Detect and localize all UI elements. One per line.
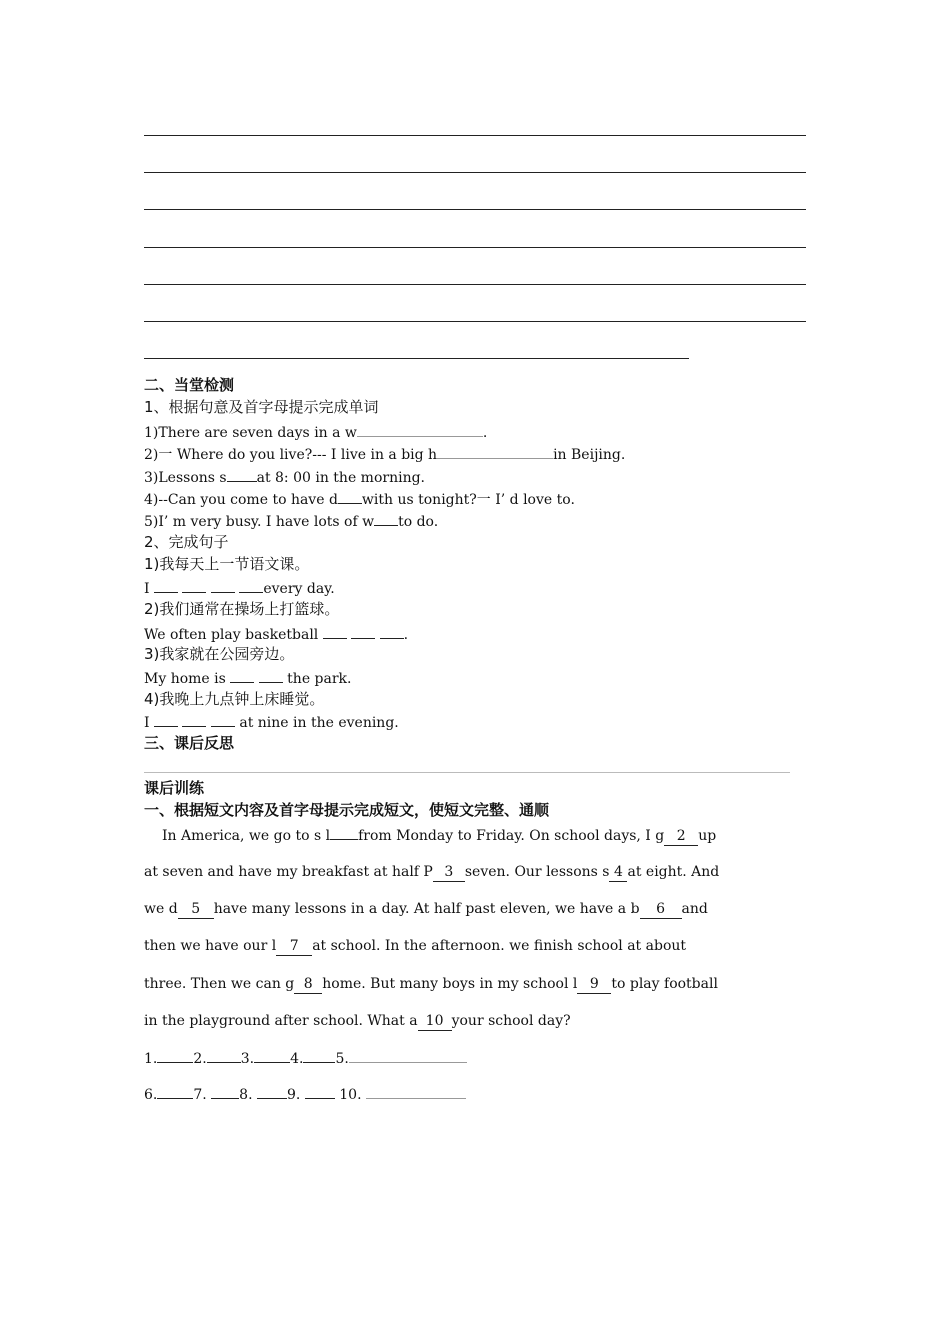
exercise-item: 1)There are seven days in a w .	[144, 422, 487, 442]
blank-number: 3	[433, 863, 465, 882]
answer-blank[interactable]	[259, 668, 283, 683]
answer-blank[interactable]	[338, 489, 362, 504]
answer-blank[interactable]	[257, 1084, 287, 1099]
section-heading: 二、当堂检测	[144, 376, 235, 394]
chinese-sentence: 1)我每天上一节语文课。	[144, 555, 310, 573]
answer-blank[interactable]	[323, 624, 347, 639]
answer-blank[interactable]	[227, 467, 257, 482]
exercise-item: 4)--Can you come to have d with us tonight?一 I’ d love to.	[144, 489, 575, 509]
answer-row: 1. 2. 3. 4. 5.	[144, 1048, 467, 1068]
answer-blank[interactable]	[351, 624, 375, 639]
exercise-item: I at nine in the evening.	[144, 712, 399, 732]
answer-blank[interactable]	[182, 712, 206, 727]
answer-blank[interactable]	[154, 712, 178, 727]
passage-line: at seven and have my breakfast at half P 3 seven. Our lessons s 4 at eight. And	[144, 864, 720, 880]
exercise-item: I every day.	[144, 578, 335, 598]
answer-blank[interactable]	[305, 1084, 335, 1099]
answer-blank[interactable]	[154, 578, 178, 593]
writing-line	[144, 135, 806, 136]
blank-number: 6	[640, 900, 682, 919]
answer-blank[interactable]	[211, 1084, 239, 1099]
answer-blank[interactable]	[374, 511, 398, 526]
answer-row: 6. 7. 8. 9. 10.	[144, 1084, 466, 1104]
blank-number: 9	[577, 975, 611, 994]
section-heading: 三、课后反思	[144, 734, 235, 752]
answer-blank[interactable]	[157, 1084, 193, 1099]
chinese-sentence: 4)我晚上九点钟上床睡觉。	[144, 690, 325, 708]
writing-line	[144, 247, 806, 248]
blank-number: 7	[276, 937, 312, 956]
answer-blank[interactable]	[182, 578, 206, 593]
exercise-title: 1、根据句意及首字母提示完成单词	[144, 398, 379, 416]
writing-line	[144, 284, 806, 285]
answer-blank[interactable]	[211, 578, 235, 593]
exercise-title: 2、完成句子	[144, 533, 229, 551]
writing-line	[144, 209, 806, 210]
blank-number: 8	[294, 975, 322, 994]
exercise-item: We often play basketball .	[144, 624, 408, 644]
answer-blank[interactable]	[303, 1048, 335, 1063]
passage-line: three. Then we can g 8 home. But many boys in my school l 9 to play football	[144, 976, 718, 992]
exercise-item: 2)一 Where do you live?--- I live in a big h in Beijing.	[144, 444, 625, 464]
writing-line	[144, 321, 806, 322]
blank-number: 10	[418, 1012, 452, 1031]
passage-line: in the playground after school. What a 10 your school day?	[144, 1013, 571, 1029]
blank-number: 2	[664, 827, 698, 846]
writing-line	[144, 172, 806, 173]
exercise-item: 5)I’ m very busy. I have lots of w to do.	[144, 511, 438, 531]
answer-blank[interactable]	[349, 1048, 467, 1063]
blank-number: 5	[178, 900, 214, 919]
answer-blank[interactable]	[366, 1084, 466, 1099]
chinese-sentence: 3)我家就在公园旁边。	[144, 645, 295, 663]
exercise-item: 3)Lessons s at 8: 00 in the morning.	[144, 467, 425, 487]
exercise-title: 一、根据短文内容及首字母提示完成短文，使短文完整、通顺	[144, 801, 550, 819]
writing-line	[144, 358, 689, 359]
answer-blank[interactable]	[380, 624, 404, 639]
passage-line: then we have our l 7 at school. In the afternoon. we finish school at about	[144, 938, 687, 954]
answer-blank[interactable]	[330, 825, 358, 840]
exercise-item: My home is the park.	[144, 668, 351, 688]
passage-line: we d 5 have many lessons in a day. At half past eleven, we have a b 6 and	[144, 901, 708, 917]
answer-blank[interactable]	[157, 1048, 193, 1063]
answer-blank[interactable]	[207, 1048, 241, 1063]
answer-blank[interactable]	[211, 712, 235, 727]
reflection-line[interactable]	[144, 772, 790, 773]
blank-number: 4	[609, 863, 627, 882]
answer-blank[interactable]	[239, 578, 263, 593]
answer-blank[interactable]	[254, 1048, 290, 1063]
answer-blank[interactable]	[357, 422, 483, 437]
chinese-sentence: 2)我们通常在操场上打篮球。	[144, 600, 340, 618]
section-heading: 课后训练	[144, 779, 205, 797]
answer-blank[interactable]	[437, 444, 553, 459]
passage-line: In America, we go to s l from Monday to Friday. On school days, I g 2 up	[144, 825, 806, 846]
answer-blank[interactable]	[230, 668, 254, 683]
